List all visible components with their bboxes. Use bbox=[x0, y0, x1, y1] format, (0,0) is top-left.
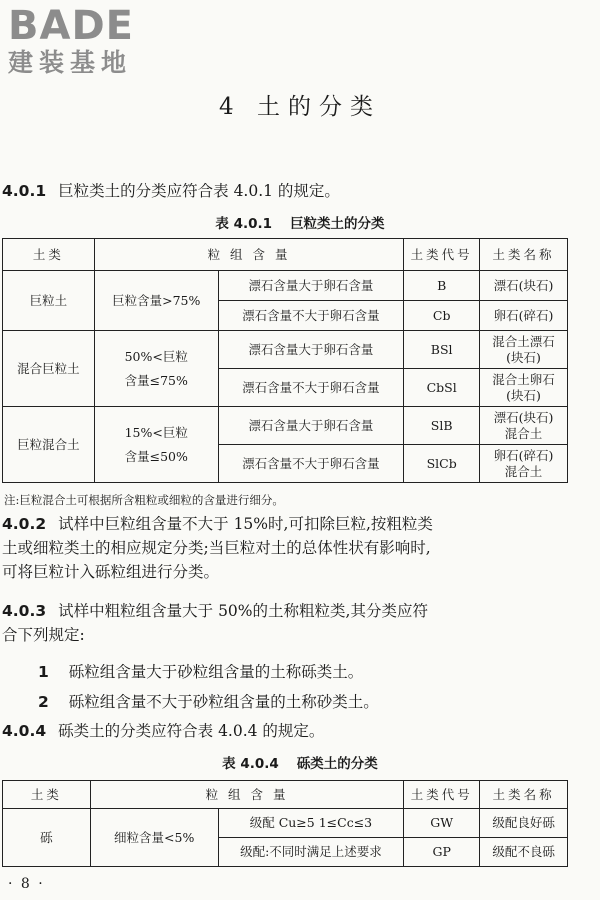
table-header-row bbox=[3, 781, 568, 809]
list-item-text: 砾粒组含量大于砂粒组含量的土称砾类土。 bbox=[68, 663, 364, 681]
code-cell: Cb bbox=[404, 301, 480, 331]
header-soil-type: 土类 bbox=[3, 781, 91, 809]
logo-word: BADE bbox=[8, 3, 134, 49]
name-cell bbox=[480, 369, 568, 407]
condition-cell: 漂石含量大于卵石含量 bbox=[218, 407, 404, 445]
name-line: (块石) bbox=[506, 349, 541, 365]
table1-caption-title: 巨粒类土的分类 bbox=[290, 216, 385, 232]
list-item-number: 2 bbox=[38, 693, 49, 711]
section-4-0-3 bbox=[2, 600, 596, 646]
table-header-row bbox=[3, 239, 568, 271]
section-number: 4.0.2 bbox=[2, 515, 47, 533]
content-line: 50%<巨粒 bbox=[124, 348, 188, 364]
table-row bbox=[3, 271, 568, 301]
code-cell: SlCb bbox=[404, 445, 480, 483]
name-line: 混合土 bbox=[504, 463, 543, 479]
section-number: 4.0.4 bbox=[2, 722, 47, 740]
condition-cell: 漂石含量大于卵石含量 bbox=[218, 331, 404, 369]
code-cell: GW bbox=[404, 809, 480, 838]
section-text: 合下列规定: bbox=[2, 626, 85, 644]
content-line: 含量≤50% bbox=[124, 448, 188, 464]
name-cell: 卵石(碎石) bbox=[480, 301, 568, 331]
content-line: 15%<巨粒 bbox=[124, 424, 188, 440]
table-4-0-1 bbox=[2, 238, 568, 483]
page-number: · 8 · bbox=[8, 876, 45, 892]
condition-cell: 级配:不同时满足上述要求 bbox=[218, 838, 404, 867]
section-text: 巨粒类土的分类应符合表 4.0.1 的规定。 bbox=[58, 182, 340, 200]
list-item bbox=[38, 660, 363, 682]
section-text: 试样中巨粒组含量不大于 15%时,可扣除巨粒,按粗粒类 bbox=[58, 515, 433, 533]
section-text: 可将巨粒计入砾粒组进行分类。 bbox=[2, 563, 220, 581]
section-number: 4.0.1 bbox=[2, 182, 47, 200]
header-soil-name: 土类名称 bbox=[480, 781, 568, 809]
code-cell: BSl bbox=[404, 331, 480, 369]
table1-caption-number: 表 4.0.1 bbox=[215, 216, 273, 232]
logo-subtitle: 建装基地 bbox=[8, 48, 133, 77]
table-row bbox=[3, 407, 568, 445]
name-line: 卵石(碎石) bbox=[493, 447, 554, 463]
soil-type-cell: 巨粒混合土 bbox=[3, 407, 95, 483]
code-cell: GP bbox=[404, 838, 480, 867]
soil-type-cell: 砾 bbox=[3, 809, 91, 867]
condition-cell: 漂石含量大于卵石含量 bbox=[218, 271, 404, 301]
condition-cell: 级配 Cu≥5 1≤Cc≤3 bbox=[218, 809, 404, 838]
content-cell bbox=[94, 331, 218, 407]
header-soil-type: 土类 bbox=[3, 239, 95, 271]
name-line: (块石) bbox=[506, 387, 541, 403]
name-line: 混合土卵石 bbox=[492, 371, 555, 387]
header-soil-code: 土类代号 bbox=[404, 239, 480, 271]
name-cell bbox=[480, 445, 568, 483]
table2-caption-title: 砾类土的分类 bbox=[296, 756, 378, 772]
list-item-text: 砾粒组含量不大于砂粒组含量的土称砂类土。 bbox=[68, 693, 379, 711]
name-cell bbox=[480, 407, 568, 445]
code-cell: SlB bbox=[404, 407, 480, 445]
table-note: 注:巨粒混合土可根据所含粗粒或细粒的含量进行细分。 bbox=[4, 493, 284, 507]
condition-cell: 漂石含量不大于卵石含量 bbox=[218, 301, 404, 331]
header-soil-name: 土类名称 bbox=[480, 239, 568, 271]
table-4-0-4 bbox=[2, 780, 568, 867]
section-text: 土或细粒类土的相应规定分类;当巨粒对土的总体性状有影响时, bbox=[2, 539, 431, 557]
code-cell: CbSl bbox=[404, 369, 480, 407]
section-text: 试样中粗粒组含量大于 50%的土称粗粒类,其分类应符 bbox=[58, 602, 428, 620]
condition-cell: 漂石含量不大于卵石含量 bbox=[218, 369, 404, 407]
header-grain-content: 粒 组 含 量 bbox=[90, 781, 403, 809]
content-cell: 巨粒含量>75% bbox=[94, 271, 218, 331]
content-line: 含量≤75% bbox=[124, 372, 188, 388]
name-cell bbox=[480, 331, 568, 369]
table2-caption-number: 表 4.0.4 bbox=[222, 756, 279, 772]
name-line: 漂石(块石) bbox=[493, 409, 554, 425]
section-4-0-2 bbox=[2, 513, 596, 583]
list-item-number: 1 bbox=[38, 663, 49, 681]
name-line: 混合土漂石 bbox=[492, 333, 555, 349]
table2-caption bbox=[0, 752, 600, 772]
header-grain-content: 粒 组 含 量 bbox=[94, 239, 403, 271]
section-4-0-1 bbox=[2, 180, 596, 202]
header-soil-code: 土类代号 bbox=[404, 781, 480, 809]
soil-type-cell: 混合巨粒土 bbox=[3, 331, 95, 407]
name-cell: 漂石(块石) bbox=[480, 271, 568, 301]
table-row bbox=[3, 809, 568, 838]
logo bbox=[8, 4, 178, 78]
table1-caption bbox=[0, 212, 600, 232]
name-line: 混合土 bbox=[504, 425, 543, 441]
chapter-title: 4 土的分类 bbox=[219, 94, 381, 120]
content-cell bbox=[94, 407, 218, 483]
list-item bbox=[38, 690, 379, 712]
name-cell: 级配良好砾 bbox=[480, 809, 568, 838]
code-cell: B bbox=[404, 271, 480, 301]
name-cell: 级配不良砾 bbox=[480, 838, 568, 867]
soil-type-cell: 巨粒土 bbox=[3, 271, 95, 331]
section-number: 4.0.3 bbox=[2, 602, 47, 620]
section-4-0-4 bbox=[2, 720, 596, 742]
table-row bbox=[3, 331, 568, 369]
condition-cell: 漂石含量不大于卵石含量 bbox=[218, 445, 404, 483]
content-cell: 细粒含量<5% bbox=[90, 809, 218, 867]
section-text: 砾类土的分类应符合表 4.0.4 的规定。 bbox=[58, 722, 325, 740]
